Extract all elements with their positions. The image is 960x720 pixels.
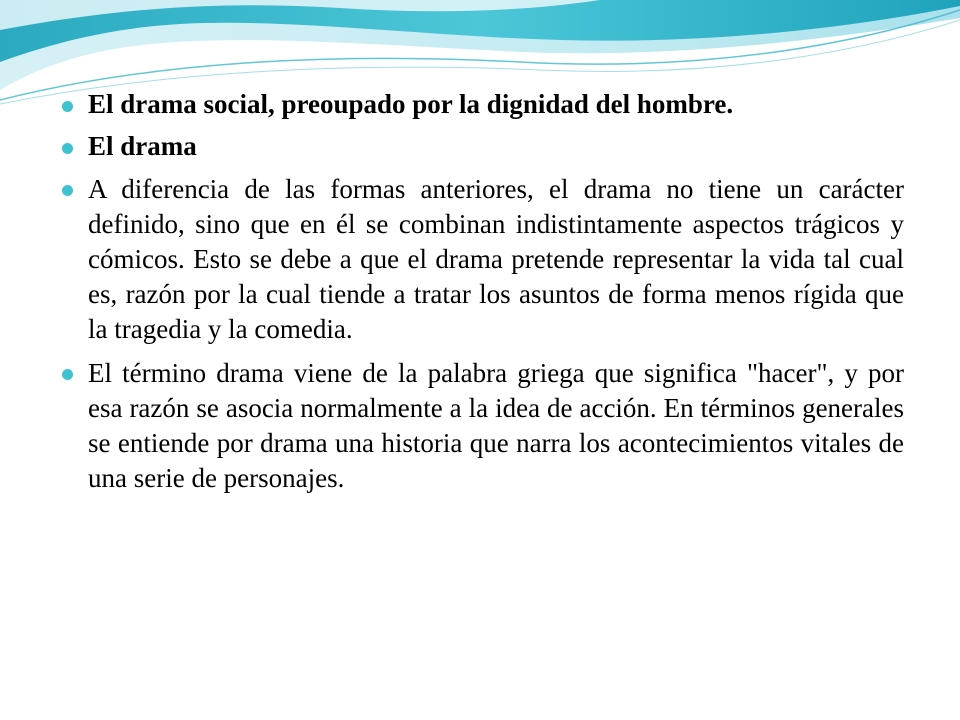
bullet-item-el-drama [62,130,904,163]
bullet-text: El drama social, preoupado por la dignidad del hombre. [88,89,734,119]
bullet-item-termino-drama [62,356,904,496]
bullet-text: El drama [88,131,197,161]
bullet-item-diferencia [62,172,904,347]
bullet-dot-icon [62,369,73,380]
bullet-dot-icon [62,143,73,154]
bullet-text: El término drama viene de la palabra griega que significa "hacer", y por esa razón se asocia normalmente a la idea de acción. En términos generales se entiende por drama una historia que narra los acontecimientos vitales de una serie de personajes. [88,358,904,493]
bullet-dot-icon [62,185,73,196]
slide-content [62,88,904,505]
bullet-list [62,88,904,496]
bullet-text: A diferencia de las formas anteriores, el drama no tiene un carácter definido, sino que en él se combinan indistintamente aspectos trágicos y cómicos. Esto se debe a que el drama pretende representar la vida tal cual es, razón por la cual tiende a tratar los asuntos de forma menos rígida que la tragedia y la comedia. [88,174,904,344]
bullet-dot-icon [62,101,73,112]
bullet-item-drama-social [62,88,904,121]
